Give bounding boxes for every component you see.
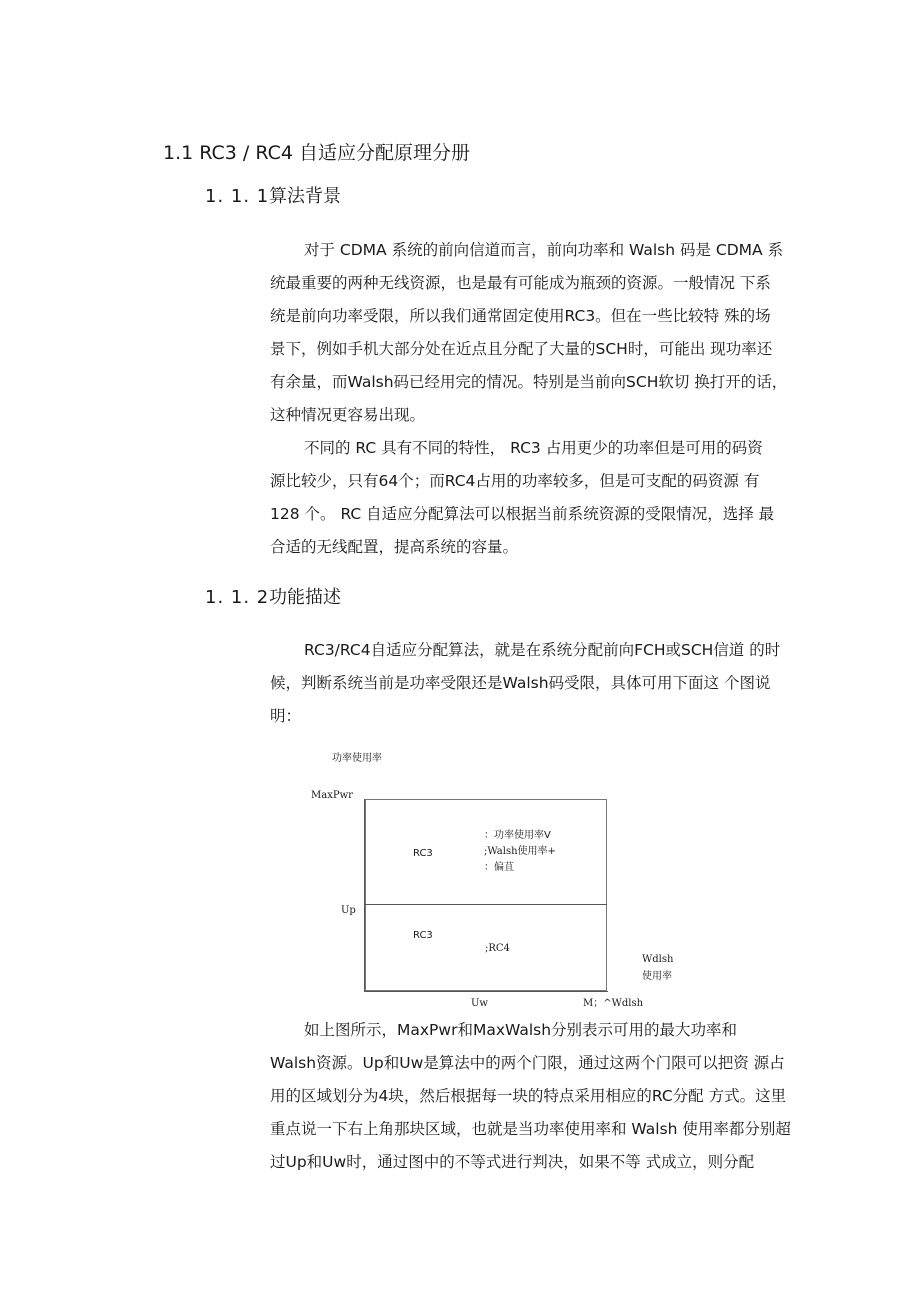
text-line: 源比较少，只有64个；而RC4占用的功率较多，但是可支配的码资源 有 bbox=[270, 472, 760, 490]
max-pwr-label: MaxPwr bbox=[311, 790, 353, 801]
diagram-frame bbox=[365, 799, 607, 991]
region-lower-left-label: RC3 bbox=[413, 930, 433, 941]
text-line: 重点说一下右上角那块区域，也就是当功率使用率和 Walsh 使用率都分别超 bbox=[270, 1120, 791, 1138]
paragraph-background-1 bbox=[270, 234, 790, 432]
text-line: 统最重要的两种无线资源，也是最有可能成为瓶颈的资源。一般情况 下系 bbox=[270, 274, 771, 292]
subsection-number: 1. 1. 1 bbox=[205, 186, 270, 207]
y-axis-title: 功率使用率 bbox=[332, 753, 382, 764]
text-line: 对于 CDMA 系统的前向信道而言，前向功率和 Walsh 码是 CDMA 系 bbox=[304, 241, 784, 259]
text-line: 过Up和Uw时，通过图中的不等式进行判决，如果不等 式成立，则分配 bbox=[270, 1153, 755, 1171]
text-line: 统是前向功率受限，所以我们通常固定使用RC3。但在一些比较特 殊的场 bbox=[270, 307, 771, 325]
text-line: 明： bbox=[270, 707, 302, 725]
paragraph-function-1 bbox=[270, 634, 790, 733]
section-title: 1.1 RC3 / RC4 自适应分配原理分册 bbox=[163, 142, 470, 164]
subsection-heading-function bbox=[205, 586, 341, 610]
uw-label: Uw bbox=[471, 998, 488, 1009]
formula-line-3: ：偏苴 bbox=[484, 862, 514, 873]
up-label: Up bbox=[341, 905, 356, 916]
formula-line-2: ;Walsh使用率+ bbox=[484, 846, 556, 857]
region-upper-left-label: RC3 bbox=[413, 848, 433, 859]
x-axis-title-2: 使用率 bbox=[642, 971, 672, 982]
subsection-title: 算法背景 bbox=[269, 186, 341, 207]
paragraph-function-2 bbox=[270, 1014, 790, 1179]
max-walsh-label: M；^Wdlsh bbox=[583, 998, 644, 1009]
text-line: RC3/RC4自适应分配算法，就是在系统分配前向FCH或SCH信道 的时 bbox=[304, 641, 781, 659]
paragraph-background-2 bbox=[270, 432, 790, 564]
text-line: 用的区域划分为4块，然后根据每一块的特点采用相应的RC分配 方式。这里 bbox=[270, 1087, 787, 1105]
region-lower-right-label: ;RC4 bbox=[485, 943, 510, 954]
formula-line-1: ：功率使用率V bbox=[484, 830, 551, 841]
text-line: 合适的无线配置，提高系统的容量。 bbox=[270, 538, 519, 556]
subsection-heading-background bbox=[205, 185, 341, 209]
y-axis-line bbox=[364, 799, 365, 992]
x-axis-line bbox=[364, 991, 608, 992]
text-line: 如上图所示，MaxPwr和MaxWalsh分别表示可用的最大功率和 bbox=[304, 1021, 738, 1039]
text-line: 不同的 RC 具有不同的特性， RC3 占用更少的功率但是可用的码资 bbox=[304, 439, 763, 457]
subsection-title: 功能描述 bbox=[269, 587, 341, 608]
text-line: 有余量，而Walsh码已经用完的情况。特别是当前向SCH软切 换打开的话， bbox=[270, 373, 788, 391]
text-line: 景下，例如手机大部分处在近点且分配了大量的SCH时，可能出 现功率还 bbox=[270, 340, 773, 358]
text-line: 这种情况更容易出现。 bbox=[270, 406, 426, 424]
text-line: 候，判断系统当前是功率受限还是Walsh码受限，具体可用下面这 个图说 bbox=[270, 674, 771, 692]
subsection-number: 1. 1. 2 bbox=[205, 587, 270, 608]
text-line: Walsh资源。Up和Uw是算法中的两个门限，通过这两个门限可以把资 源占 bbox=[270, 1054, 785, 1072]
x-axis-title-1: Wdlsh bbox=[642, 954, 674, 965]
up-threshold-line bbox=[365, 904, 607, 905]
text-line: 128 个。 RC 自适应分配算法可以根据当前系统资源的受限情况，选择 最 bbox=[270, 505, 775, 523]
